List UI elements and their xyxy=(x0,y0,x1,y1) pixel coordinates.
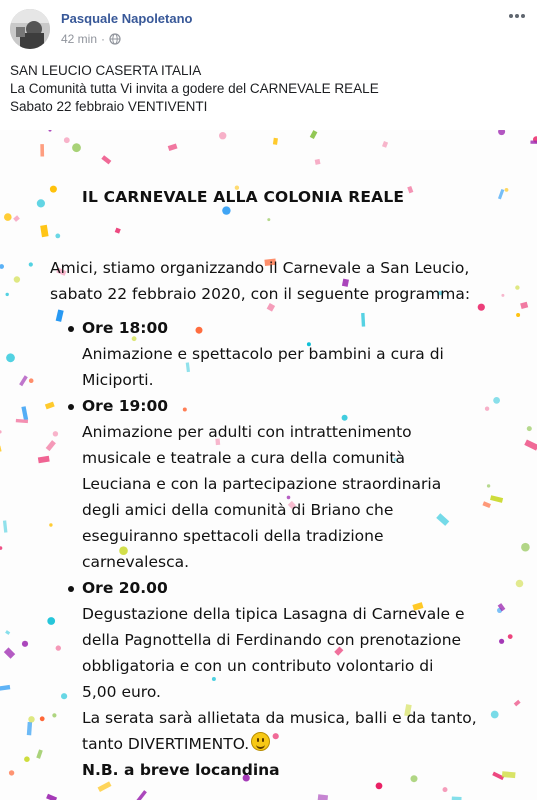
program-line: carnevalesca. xyxy=(82,553,190,571)
program-line: Degustazione della tipica Lasagna di Carnevale e xyxy=(82,605,465,623)
bullet-icon xyxy=(68,326,74,332)
program-line: Animazione per adulti con intrattenimento xyxy=(82,423,412,441)
program-line: Leuciana e con la partecipazione straordinaria xyxy=(82,475,442,493)
flyer-text xyxy=(0,130,537,800)
program-line: obbligatoria e con un contributo volontario di xyxy=(82,657,434,675)
bullet-icon xyxy=(68,586,74,592)
program-time: Ore 18:00 xyxy=(82,319,169,337)
post-caption xyxy=(10,62,379,116)
flyer-closing xyxy=(82,705,477,783)
post-image-flyer[interactable] xyxy=(0,130,537,800)
post-author-name[interactable]: Pasquale Napoletano xyxy=(61,11,193,26)
closing-line-2 xyxy=(82,731,477,757)
program-item-1900 xyxy=(82,393,441,575)
program-line: degli amici della comunità di Briano che xyxy=(82,501,394,519)
intro-line: Amici, stiamo organizzando il Carnevale a San Leucio, xyxy=(50,259,470,277)
program-item-1800 xyxy=(82,315,444,393)
program-time: Ore 20.00 xyxy=(82,579,168,597)
program-line: eseguiranno spettacoli della tradizione xyxy=(82,527,384,545)
post-header xyxy=(0,0,537,56)
caption-line: La Comunità tutta Vi invita a godere del CARNEVALE REALE xyxy=(10,81,379,96)
program-line: Animazione e spettacolo per bambini a cura di xyxy=(82,345,444,363)
closing-line: La serata sarà allietata da musica, balli e da tanto, xyxy=(82,709,477,727)
caption-line: Sabato 22 febbraio VENTIVENTI xyxy=(10,99,208,114)
more-horizontal-icon xyxy=(507,6,527,26)
flyer-intro xyxy=(50,255,470,307)
flyer-note: N.B. a breve locandina xyxy=(82,761,280,779)
profile-photo-icon xyxy=(10,9,50,49)
caption-line: SAN LEUCIO CASERTA ITALIA xyxy=(10,63,202,78)
post-meta xyxy=(61,32,121,46)
program-time: Ore 19:00 xyxy=(82,397,169,415)
intro-line: sabato 22 febbraio 2020, con il seguente programma: xyxy=(50,285,471,303)
closing-text: tanto DIVERTIMENTO. xyxy=(82,735,250,753)
bullet-icon xyxy=(68,404,74,410)
globe-icon[interactable] xyxy=(109,33,121,45)
more-options-button[interactable] xyxy=(507,6,527,31)
program-item-2000 xyxy=(82,575,465,705)
program-line: Miciporti. xyxy=(82,371,154,389)
post-timestamp[interactable]: 42 min xyxy=(61,32,98,46)
program-line: musicale e teatrale a cura della comunità xyxy=(82,449,406,467)
meta-separator: · xyxy=(101,32,106,46)
avatar[interactable] xyxy=(10,9,50,49)
smiley-emoji-icon xyxy=(251,732,270,751)
flyer-title: IL CARNEVALE ALLA COLONIA REALE xyxy=(82,188,405,206)
program-line: della Pagnottella di Ferdinando con prenotazione xyxy=(82,631,462,649)
program-line: 5,00 euro. xyxy=(82,683,161,701)
